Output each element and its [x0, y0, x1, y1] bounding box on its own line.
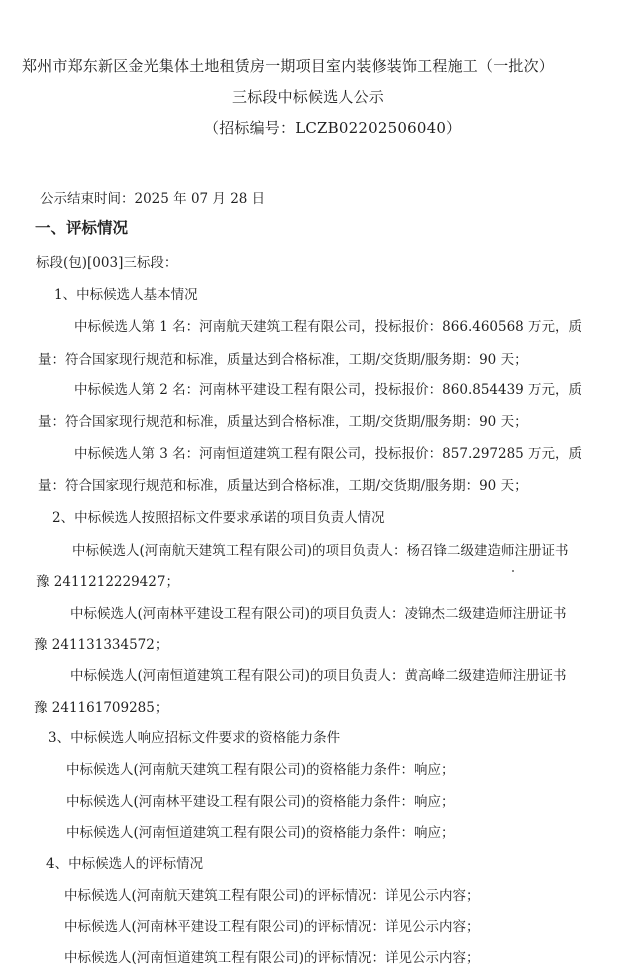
qualification-2: 中标候选人(河南林平建设工程有限公司)的资格能力条件：响应； [66, 794, 455, 810]
subheading-3: 3、中标候选人响应招标文件要求的资格能力条件 [48, 730, 341, 746]
evaluation-1: 中标候选人(河南航天建筑工程有限公司)的评标情况：详见公示内容； [64, 888, 480, 904]
evaluation-3: 中标候选人(河南恒道建筑工程有限公司)的评标情况：详见公示内容； [64, 950, 480, 966]
manager-1-line-b: 豫 241121222942​7； [36, 574, 179, 590]
manager-3-line-b: 豫 241161709285； [34, 700, 169, 716]
lot-label: 标段(包)[003]三标段： [36, 255, 178, 271]
subheading-1: 1、中标候选人基本情况 [54, 287, 198, 303]
title-line-1: 郑州市郑东新区金光集体土地租赁房一期项目室内装修装饰工程施工（一批次） [22, 57, 555, 75]
manager-2-line-a: 中标候选人(河南林平建设工程有限公司)的项目负责人：凌锦杰二级建造师注册证书 [70, 606, 567, 622]
candidate-2-line-b: 量：符合国家现行规范和标准，质量达到合格标准，工期/交货期/服务期：90 天； [38, 414, 528, 430]
subheading-4: 4、中标候选人的评标情况 [46, 856, 204, 872]
candidate-1-line-b: 量：符合国家现行规范和标准，质量达到合格标准，工期/交货期/服务期：90 天； [38, 352, 528, 368]
manager-1-line-a: 中标候选人(河南航天建筑工程有限公司)的项目负责人：杨召锋二级建造师注册证书 [72, 543, 569, 559]
candidate-3-line-b: 量：符合国家现行规范和标准，质量达到合格标准，工期/交货期/服务期：90 天； [38, 478, 528, 494]
qualification-3: 中标候选人(河南恒道建筑工程有限公司)的资格能力条件：响应； [66, 825, 455, 841]
candidate-1-line-a: 中标候选人第 1 名：河南航天建筑工程有限公司，投标报价：866.460568 万元，质 [74, 319, 583, 335]
title-line-2: 三标段中标候选人公示 [232, 88, 385, 106]
tender-number: （招标编号：LCZB02202506040） [204, 119, 462, 137]
evaluation-2: 中标候选人(河南林平建设工程有限公司)的评标情况：详见公示内容； [64, 919, 480, 935]
candidate-3-line-a: 中标候选人第 3 名：河南恒道建筑工程有限公司，投标报价：857.297285 万元，质 [74, 446, 583, 462]
subheading-2: 2、中标候选人按照招标文件要求承诺的项目负责人情况 [52, 510, 385, 526]
qualification-1: 中标候选人(河南航天建筑工程有限公司)的资格能力条件：响应； [66, 762, 455, 778]
manager-3-line-a: 中标候选人(河南恒道建筑工程有限公司)的项目负责人：黄高峰二级建造师注册证书 [70, 668, 567, 684]
announcement-end-time: 公示结束时间：2025 年 07 月 28 日 [40, 191, 266, 207]
section-heading-evaluation: 一、评标情况 [35, 219, 129, 237]
scan-speck [512, 570, 514, 572]
candidate-2-line-a: 中标候选人第 2 名：河南林平建设工程有限公司，投标报价：860.854439 万元，质 [74, 382, 583, 398]
manager-2-line-b: 豫 241131334572； [34, 637, 169, 653]
